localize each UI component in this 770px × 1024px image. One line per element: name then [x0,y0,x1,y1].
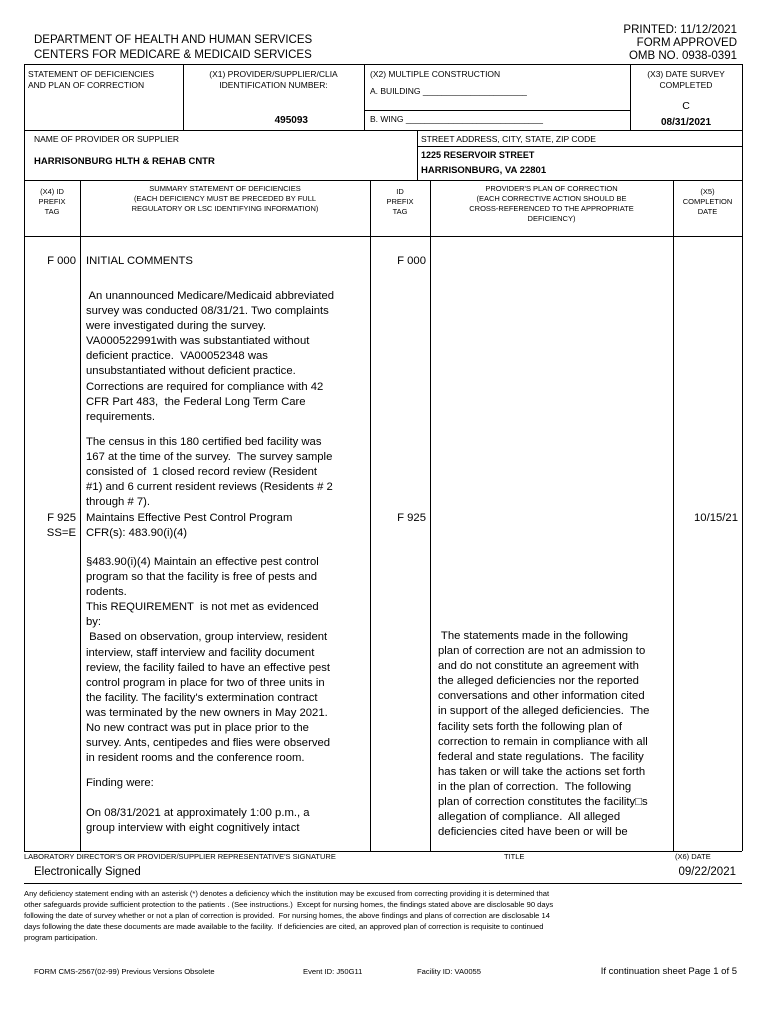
x3-label: (X3) DATE SURVEY COMPLETED [647,69,725,90]
wing-field: B. WING _____________________________ [370,114,543,124]
id-prefix-header: ID PREFIX TAG [386,187,414,216]
facility-id: Facility ID: VA0055 [417,967,482,976]
signature-date: 09/22/2021 [678,866,736,878]
provider-name-label: NAME OF PROVIDER OR SUPPLIER [34,134,179,144]
statement-label: STATEMENT OF DEFICIENCIES AND PLAN OF CORRECTION [28,69,155,90]
signature-label: LABORATORY DIRECTOR'S OR PROVIDER/SUPPLIER REPRESENTATIVE'S SIGNATURE [24,852,336,861]
city-state-zip: HARRISONBURG, VA 22801 [421,165,547,176]
survey-code: C [682,100,690,112]
provider-name: HARRISONBURG HLTH & REHAB CNTR [34,156,215,167]
signature-date-label: (X6) DATE [675,852,711,861]
form-approved-label: FORM APPROVED [636,37,737,49]
finding-label: Finding were: [86,777,154,789]
tag-f925: F 925 [47,512,76,524]
tag-f925-plan: F 925 [397,512,426,524]
summary-header: SUMMARY STATEMENT OF DEFICIENCIES (EACH DEFICIENCY MUST BE PRECEDED BY FULL REGULATORY OR LSC IDENTIFYING INFORMATION) [131,184,319,213]
f925-title: Maintains Effective Pest Control Program [86,512,293,524]
x1-label: (X1) PROVIDER/SUPPLIER/CLIA IDENTIFICATION NUMBER: [209,69,338,90]
x5-header: (X5) COMPLETION DATE [682,187,733,216]
tag-f000-plan: F 000 [397,255,426,267]
agency-header [34,33,312,63]
department-name: DEPARTMENT OF HEALTH AND HUMAN SERVICES [34,34,313,46]
plan-header: PROVIDER'S PLAN OF CORRECTION (EACH CORRECTIVE ACTION SHOULD BE CROSS-REFERENCED TO THE APPROPRIATE DEFICIENCY) [469,184,634,223]
paragraph-requirement: §483.90(i)(4) Maintain an effective pest control program so that the facility is free of pests and rodents. This REQUIREMENT is not met as evidenced by: Based on observation, group interview, resident interview, staff interview and facility document review, the facility failed to have an effective pest control program in place for two of three units in the facility. The facility's extermination contract was terminated by the new owners in May 2021. No new contract was put in place prior to the survey. Ants, centipedes and flies were observed in resident rooms and the conference room. [86,556,331,765]
plan-of-correction-text: The statements made in the following plan of correction are not an admission to and do not constitute an agreement with the alleged deficiencies nor the reported conversations and other information cited in support of the alleged deficiencies. The facility sets forth the following plan of correction to remain in compliance with all federal and state regulations. The facility has taken or will take the actions set forth in the plan of correction. The following plan of correction constitutes the facility□s allegation of compliance. All alleged deficiencies cited have been or will be [438,630,650,839]
street-address: 1225 RESERVOIR STREET [421,150,535,160]
center-name: CENTERS FOR MEDICARE & MEDICAID SERVICES [34,49,312,61]
f925-cfr: CFR(s): 483.90(i)(4) [86,527,188,539]
survey-date: 08/31/2021 [660,117,712,128]
signature-value: Electronically Signed [34,866,141,878]
scope-severity: SS=E [46,527,76,539]
address-label: STREET ADDRESS, CITY, STATE, ZIP CODE [421,134,596,144]
x4-header: (X4) ID PREFIX TAG [38,187,66,216]
paragraph-survey-summary: An unannounced Medicare/Medicaid abbreviated survey was conducted 08/31/21. Two complaints were investigated during the survey. VA000522991with was substantiated without deficient practice. VA00052348 was unsubstantiated without deficient practice. Corrections are required for compliance with 42 CFR Part 483, the Federal Long Term Care requirements. [86,290,335,423]
initial-comments-title: INITIAL COMMENTS [86,255,193,267]
omb-number: OMB NO. 0938-0391 [628,50,737,62]
printed-date: PRINTED: 11/12/2021 [623,24,737,36]
title-label: TITLE [504,852,525,861]
page-number: If continuation sheet Page 1 of 5 [600,966,737,977]
disclaimer-text: Any deficiency statement ending with an asterisk (*) denotes a deficiency which the institution may be excused from correcting providing it is determined that other safeguards provide sufficient protection to the patients . (See instructions.) Except for nursing homes, the findings stated above are disclosable 90 days following the date of survey whether or not a plan of correction is provided. For nursing homes, the above findings and plans of correction are disclosable 14 days following the date these documents are made available to the facility. If deficiencies are cited, an approved plan of correction is requisite to continued program participation. [24,889,554,942]
completion-date: 10/15/21 [694,512,738,524]
event-id: Event ID: J50G11 [303,967,363,976]
form-status [623,24,737,63]
form-identifier: FORM CMS-2567(02-99) Previous Versions Obsolete [34,967,215,976]
provider-id-number: 495093 [274,115,308,126]
tag-f000: F 000 [47,255,76,267]
paragraph-census: The census in this 180 certified bed facility was 167 at the time of the survey. The survey sample consisted of 1 closed record review (Resident #1) and 6 current resident reviews (Residents # 2 through # 7). [86,436,333,509]
x2-label: (X2) MULTIPLE CONSTRUCTION [370,69,501,79]
paragraph-group-interview: On 08/31/2021 at approximately 1:00 p.m., a group interview with eight cognitively intact [86,807,310,835]
building-field: A. BUILDING ______________________ [370,86,527,96]
